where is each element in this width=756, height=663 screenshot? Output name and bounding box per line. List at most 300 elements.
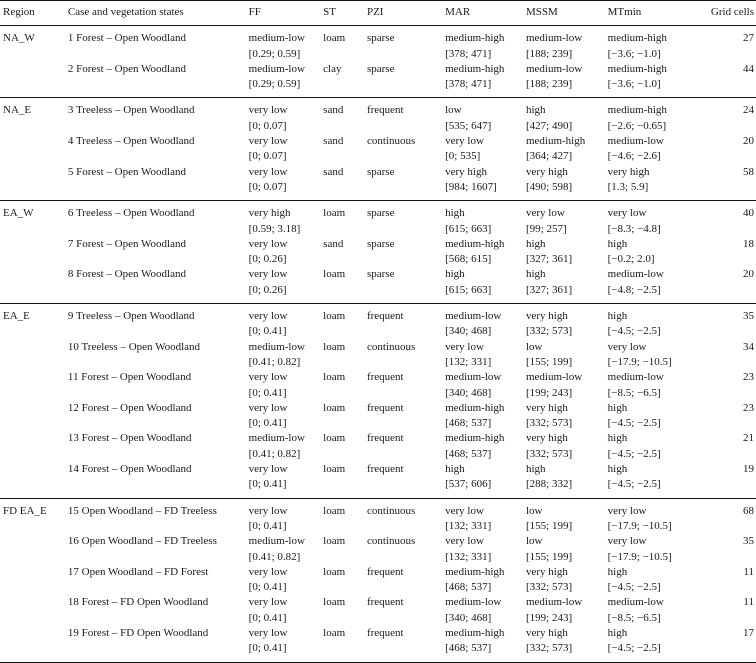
mar-cell [442,165,523,201]
mar-cell [442,401,523,432]
case-cell: 3 Treeless – Open Woodland [67,104,195,117]
mssm-cell-range: [188; 239] [525,78,573,91]
case-cell: 5 Forest – Open Woodland [67,165,186,178]
mtmin-cell [605,340,701,371]
mtmin-cell-class: medium-high [607,104,667,117]
case-cell: 7 Forest – Open Woodland [67,237,186,250]
ff-cell-range: [0.29; 0.59] [248,47,301,60]
mssm-cell-class: very high [525,310,568,323]
mssm-cell-class: low [525,340,543,353]
st-cell: loam [323,432,346,445]
st-cell: sand [323,135,344,148]
mssm-cell-range: [490; 598] [525,180,573,193]
column-header-case: Case and vegetation states [67,6,184,18]
mtmin-cell-range: [−17.9; −10.5] [607,519,672,532]
mssm-cell-class: very high [525,626,568,639]
st-cell: loam [323,626,346,639]
mar-cell-class: medium-high [445,62,505,75]
mar-cell-range: [132; 331] [445,550,492,563]
ff-cell [246,201,321,237]
case-cell: 19 Forest – FD Open Woodland [67,626,209,639]
ff-cell [246,431,321,462]
mssm-cell-class: high [525,463,546,476]
mtmin-cell-range: [−8.5; −6.5] [607,386,661,399]
mssm-cell-range: [288; 332] [525,478,573,491]
mtmin-cell-class: high [607,463,628,476]
mtmin-cell-range: [−4.5; −2.5] [607,447,661,460]
mtmin-cell-class: medium-high [607,32,667,45]
mar-cell [442,340,523,371]
region-cell [0,370,65,401]
ff-cell-range: [0; 0.41] [248,386,287,399]
region-cell [0,565,65,596]
case-cell: 1 Forest – Open Woodland [67,32,186,45]
pzi-cell: continuous [366,340,416,353]
mssm-cell-class: high [525,237,546,250]
ff-cell-range: [0.59; 3.18] [248,222,301,235]
case-cell: 4 Treeless – Open Woodland [67,135,195,148]
mar-cell-range: [132; 331] [445,519,492,532]
mar-cell-range: [468; 537] [445,581,492,594]
case-cell: 9 Treeless – Open Woodland [67,310,195,323]
mtmin-cell-range: [−17.9; −10.5] [607,550,672,563]
table-row [0,340,756,371]
mssm-cell-class: medium-high [525,135,586,148]
mar-cell-class: medium-high [445,237,505,250]
mtmin-cell-range: [−4.5; −2.5] [607,478,661,491]
grid-cells-cell: 35 [743,535,754,548]
mssm-cell-class: low [525,535,543,548]
mssm-cell [523,462,605,498]
ff-cell-class: very low [248,104,288,117]
table-row [0,201,756,237]
mssm-cell-range: [155; 199] [525,519,573,532]
region-group [0,498,756,662]
st-cell: loam [323,596,346,609]
mssm-cell-class: very high [525,165,568,178]
mar-cell [442,62,523,98]
mtmin-cell [605,401,701,432]
grid-cells-cell: 44 [743,62,754,75]
st-cell: sand [323,104,344,117]
region-cell [0,534,65,565]
pzi-cell: frequent [366,565,404,578]
grid-cells-cell: 11 [743,565,754,578]
mar-cell-class: very low [445,535,484,548]
mtmin-cell-range: [−8.3; −4.8] [607,222,661,235]
grid-cells-cell: 68 [743,504,754,517]
header-row [0,1,756,26]
mar-cell [442,565,523,596]
ff-cell-class: very low [248,504,288,517]
pzi-cell: continuous [366,135,416,148]
mtmin-cell-class: very low [607,535,647,548]
mar-cell-range: [340; 468] [445,611,492,624]
case-cell: 17 Open Woodland – FD Forest [67,565,209,578]
mssm-cell-range: [327; 361] [525,283,573,296]
mtmin-cell [605,62,701,98]
mtmin-cell [605,237,701,268]
mar-cell-class: very low [445,504,484,517]
region-group [0,98,756,201]
ff-cell [246,134,321,165]
pzi-cell: sparse [366,32,395,45]
pzi-cell: sparse [366,268,395,281]
st-cell: loam [323,310,346,323]
region-cell [0,401,65,432]
case-cell: 16 Open Woodland – FD Treeless [67,535,217,548]
ff-cell [246,370,321,401]
table-row [0,401,756,432]
case-cell: 13 Forest – Open Woodland [67,432,192,445]
grid-cells-cell: 23 [743,371,754,384]
mtmin-cell-class: high [607,565,628,578]
mtmin-cell-class: very low [607,504,647,517]
grid-cells-cell: 20 [743,135,754,148]
region-cell [0,340,65,371]
mtmin-cell [605,595,701,626]
mssm-cell [523,534,605,565]
mar-cell-class: high [445,463,465,476]
st-cell: loam [323,504,346,517]
mtmin-cell-class: medium-high [607,62,667,75]
ff-cell [246,26,321,62]
mssm-cell [523,340,605,371]
ff-cell-class: very high [248,207,291,220]
mar-cell-class: very low [445,135,484,148]
table-row [0,237,756,268]
mar-cell [442,431,523,462]
case-cell: 2 Forest – Open Woodland [67,62,186,75]
ff-cell [246,565,321,596]
column-header-mar: MAR [445,6,471,18]
mar-cell-range: [535; 647] [445,119,492,132]
mtmin-cell-class: high [607,237,628,250]
ff-cell-class: very low [248,565,288,578]
mar-cell-class: very low [445,340,484,353]
mssm-cell-range: [188; 239] [525,47,573,60]
st-cell: loam [323,565,346,578]
st-cell: loam [323,463,346,476]
mssm-cell-range: [155; 199] [525,550,573,563]
mar-cell [442,462,523,498]
mssm-cell-range: [155; 199] [525,355,573,368]
mar-cell [442,498,523,534]
mar-cell-range: [378; 471] [445,47,492,60]
st-cell: sand [323,165,344,178]
ff-cell [246,595,321,626]
ff-cell-class: very low [248,165,288,178]
mssm-cell-range: [364; 427] [525,150,573,163]
mtmin-cell-range: [−17.9; −10.5] [607,355,672,368]
mtmin-cell [605,201,701,237]
mtmin-cell [605,267,701,303]
ff-cell-class: medium-low [248,62,305,75]
mtmin-cell [605,431,701,462]
mssm-cell-range: [327; 361] [525,253,573,266]
region-group [0,26,756,98]
ff-cell-class: very low [248,463,288,476]
mssm-cell-class: very low [525,207,565,220]
pzi-cell: frequent [366,626,404,639]
case-cell: 10 Treeless – Open Woodland [67,340,201,353]
column-header-region: Region [3,6,35,18]
pzi-cell: frequent [366,104,404,117]
grid-cells-cell: 21 [743,432,754,445]
ff-cell-range: [0; 0.41] [248,478,287,491]
grid-cells-cell: 58 [743,165,754,178]
ff-cell [246,98,321,134]
table-row [0,267,756,303]
mar-cell-class: medium-low [445,371,502,384]
mtmin-cell-range: [1.3; 5.9] [607,180,649,193]
ff-cell [246,401,321,432]
st-cell: loam [323,340,346,353]
ff-cell [246,462,321,498]
grid-cells-cell: 35 [743,310,754,323]
mtmin-cell [605,98,701,134]
table-row [0,565,756,596]
mar-cell-range: [468; 537] [445,417,492,430]
ff-cell-range: [0; 0.26] [248,253,287,266]
mssm-cell [523,626,605,662]
case-cell: 14 Forest – Open Woodland [67,463,192,476]
column-header-mtmin: MTmin [607,6,642,18]
mtmin-cell-class: high [607,310,628,323]
mtmin-cell-class: very low [607,207,647,220]
mssm-cell-range: [332; 573] [525,325,573,338]
ff-cell-class: very low [248,596,288,609]
pzi-cell: sparse [366,165,395,178]
region-cell [0,431,65,462]
region-group [0,201,756,304]
ff-cell-class: very low [248,310,288,323]
mar-cell-range: [568; 615] [445,253,492,266]
st-cell: loam [323,535,346,548]
mssm-cell-class: very high [525,401,568,414]
case-cell: 12 Forest – Open Woodland [67,401,192,414]
mar-cell-class: medium-high [445,401,505,414]
ff-cell-range: [0.41; 0.82] [248,447,301,460]
mssm-cell-range: [332; 573] [525,642,573,655]
ff-cell [246,626,321,662]
ff-cell-class: very low [248,401,288,414]
mar-cell-range: [615; 663] [445,283,492,296]
mssm-cell [523,98,605,134]
case-cell: 15 Open Woodland – FD Treeless [67,504,217,517]
mtmin-cell [605,498,701,534]
mar-cell [442,267,523,303]
ff-cell-range: [0; 0.41] [248,642,287,655]
mssm-cell [523,62,605,98]
pzi-cell: sparse [366,237,395,250]
ff-cell [246,340,321,371]
region-cell: EA_W [3,207,34,220]
column-header-pzi: PZI [366,6,384,18]
table-row [0,62,756,98]
mssm-cell [523,267,605,303]
table-row [0,498,756,534]
grid-cells-cell: 27 [743,32,754,45]
mtmin-cell-range: [−2.6; −0.65] [607,119,667,132]
grid-cells-cell: 19 [743,463,754,476]
st-cell: loam [323,401,346,414]
mtmin-cell-class: high [607,432,628,445]
mtmin-cell [605,626,701,662]
mssm-cell [523,237,605,268]
mtmin-cell [605,134,701,165]
ff-cell [246,237,321,268]
ff-cell-class: very low [248,371,288,384]
mssm-cell-class: medium-low [525,371,583,384]
mar-cell-class: medium-high [445,565,505,578]
mar-cell-range: [340; 468] [445,386,492,399]
mtmin-cell [605,304,701,340]
mar-cell-range: [468; 537] [445,642,492,655]
ff-cell-class: very low [248,135,288,148]
case-cell: 18 Forest – FD Open Woodland [67,596,209,609]
st-cell: clay [323,62,342,75]
mtmin-cell-range: [−4.5; −2.5] [607,642,661,655]
table-row [0,534,756,565]
mtmin-cell [605,370,701,401]
region-cell [0,165,65,201]
mssm-cell [523,401,605,432]
grid-cells-cell: 23 [743,401,754,414]
ff-cell-class: very low [248,268,288,281]
mssm-cell-class: medium-low [525,62,583,75]
mar-cell-range: [537; 606] [445,478,492,491]
pzi-cell: frequent [366,401,404,414]
ff-cell-range: [0.41; 0.82] [248,550,301,563]
mssm-cell-range: [332; 573] [525,417,573,430]
mtmin-cell-class: very low [607,340,647,353]
ff-cell-range: [0.41; 0.82] [248,355,301,368]
ff-cell-range: [0; 0.07] [248,119,287,132]
mtmin-cell-range: [−4.6; −2.6] [607,150,661,163]
mtmin-cell-class: medium-low [607,371,664,384]
mtmin-cell [605,534,701,565]
mtmin-cell-range: [−3.6; −1.0] [607,47,661,60]
region-cell [0,237,65,268]
case-cell: 6 Treeless – Open Woodland [67,207,195,220]
grid-cells-cell: 11 [743,596,754,609]
pzi-cell: frequent [366,310,404,323]
ff-cell-range: [0; 0.41] [248,611,287,624]
ff-cell-range: [0; 0.41] [248,581,287,594]
ff-cell-range: [0; 0.07] [248,180,287,193]
ff-cell-class: very low [248,626,288,639]
ff-cell [246,534,321,565]
pzi-cell: sparse [366,207,395,220]
mssm-cell-class: high [525,268,546,281]
table-row [0,98,756,134]
ff-cell-range: [0; 0.41] [248,325,287,338]
table-row [0,370,756,401]
mtmin-cell-range: [−4.5; −2.5] [607,581,661,594]
table-header [0,1,756,26]
mar-cell-class: high [445,268,465,281]
mar-cell-range: [615; 663] [445,222,492,235]
ff-cell [246,304,321,340]
mar-cell-class: medium-high [445,432,505,445]
mssm-cell-class: high [525,104,546,117]
mar-cell-class: medium-low [445,596,502,609]
mar-cell-class: high [445,207,465,220]
mtmin-cell [605,26,701,62]
ff-cell [246,498,321,534]
table-row [0,304,756,340]
mtmin-cell-range: [−0.2; 2.0] [607,253,655,266]
case-cell: 8 Forest – Open Woodland [67,268,186,281]
mar-cell [442,201,523,237]
mtmin-cell-class: high [607,626,628,639]
mssm-cell [523,134,605,165]
mssm-cell [523,370,605,401]
grid-cells-cell: 24 [743,104,754,117]
mssm-cell-range: [332; 573] [525,581,573,594]
mar-cell [442,370,523,401]
st-cell: loam [323,32,346,45]
mssm-cell [523,498,605,534]
mar-cell-range: [468; 537] [445,447,492,460]
mssm-cell [523,431,605,462]
grid-cells-cell: 17 [743,626,754,639]
mssm-cell-range: [199; 243] [525,386,573,399]
pzi-cell: frequent [366,463,404,476]
region-cell: EA_E [3,310,30,323]
ff-cell-class: medium-low [248,432,305,445]
ff-cell-class: very low [248,237,288,250]
mssm-cell-class: medium-low [525,596,583,609]
mtmin-cell [605,165,701,201]
table-row [0,26,756,62]
pzi-cell: frequent [366,371,404,384]
mar-cell [442,134,523,165]
column-header-mssm: MSSM [525,6,558,18]
grid-cells-cell: 34 [743,340,754,353]
mar-cell-class: very high [445,165,487,178]
mssm-cell-class: medium-low [525,32,583,45]
table-row [0,626,756,662]
mssm-cell [523,565,605,596]
mar-cell [442,26,523,62]
region-cell [0,267,65,303]
pzi-cell: sparse [366,62,395,75]
region-cell [0,134,65,165]
ff-cell-range: [0; 0.07] [248,150,287,163]
mtmin-cell-class: very high [607,165,650,178]
mssm-cell-class: very high [525,565,568,578]
column-header-st: ST [323,6,337,18]
mar-cell-range: [132; 331] [445,355,492,368]
mtmin-cell-class: medium-low [607,596,664,609]
mar-cell [442,595,523,626]
column-header-grid-cells: Grid cells [710,6,754,18]
mssm-cell [523,201,605,237]
mssm-cell-range: [99; 257] [525,222,567,235]
ff-cell [246,267,321,303]
region-group [0,304,756,499]
ff-cell [246,165,321,201]
ff-cell-class: medium-low [248,32,305,45]
mtmin-cell-range: [−4.5; −2.5] [607,325,661,338]
ff-cell-range: [0; 0.41] [248,417,287,430]
mssm-cell-range: [199; 243] [525,611,573,624]
column-header-ff: FF [248,6,261,18]
st-cell: loam [323,207,346,220]
st-cell: loam [323,371,346,384]
